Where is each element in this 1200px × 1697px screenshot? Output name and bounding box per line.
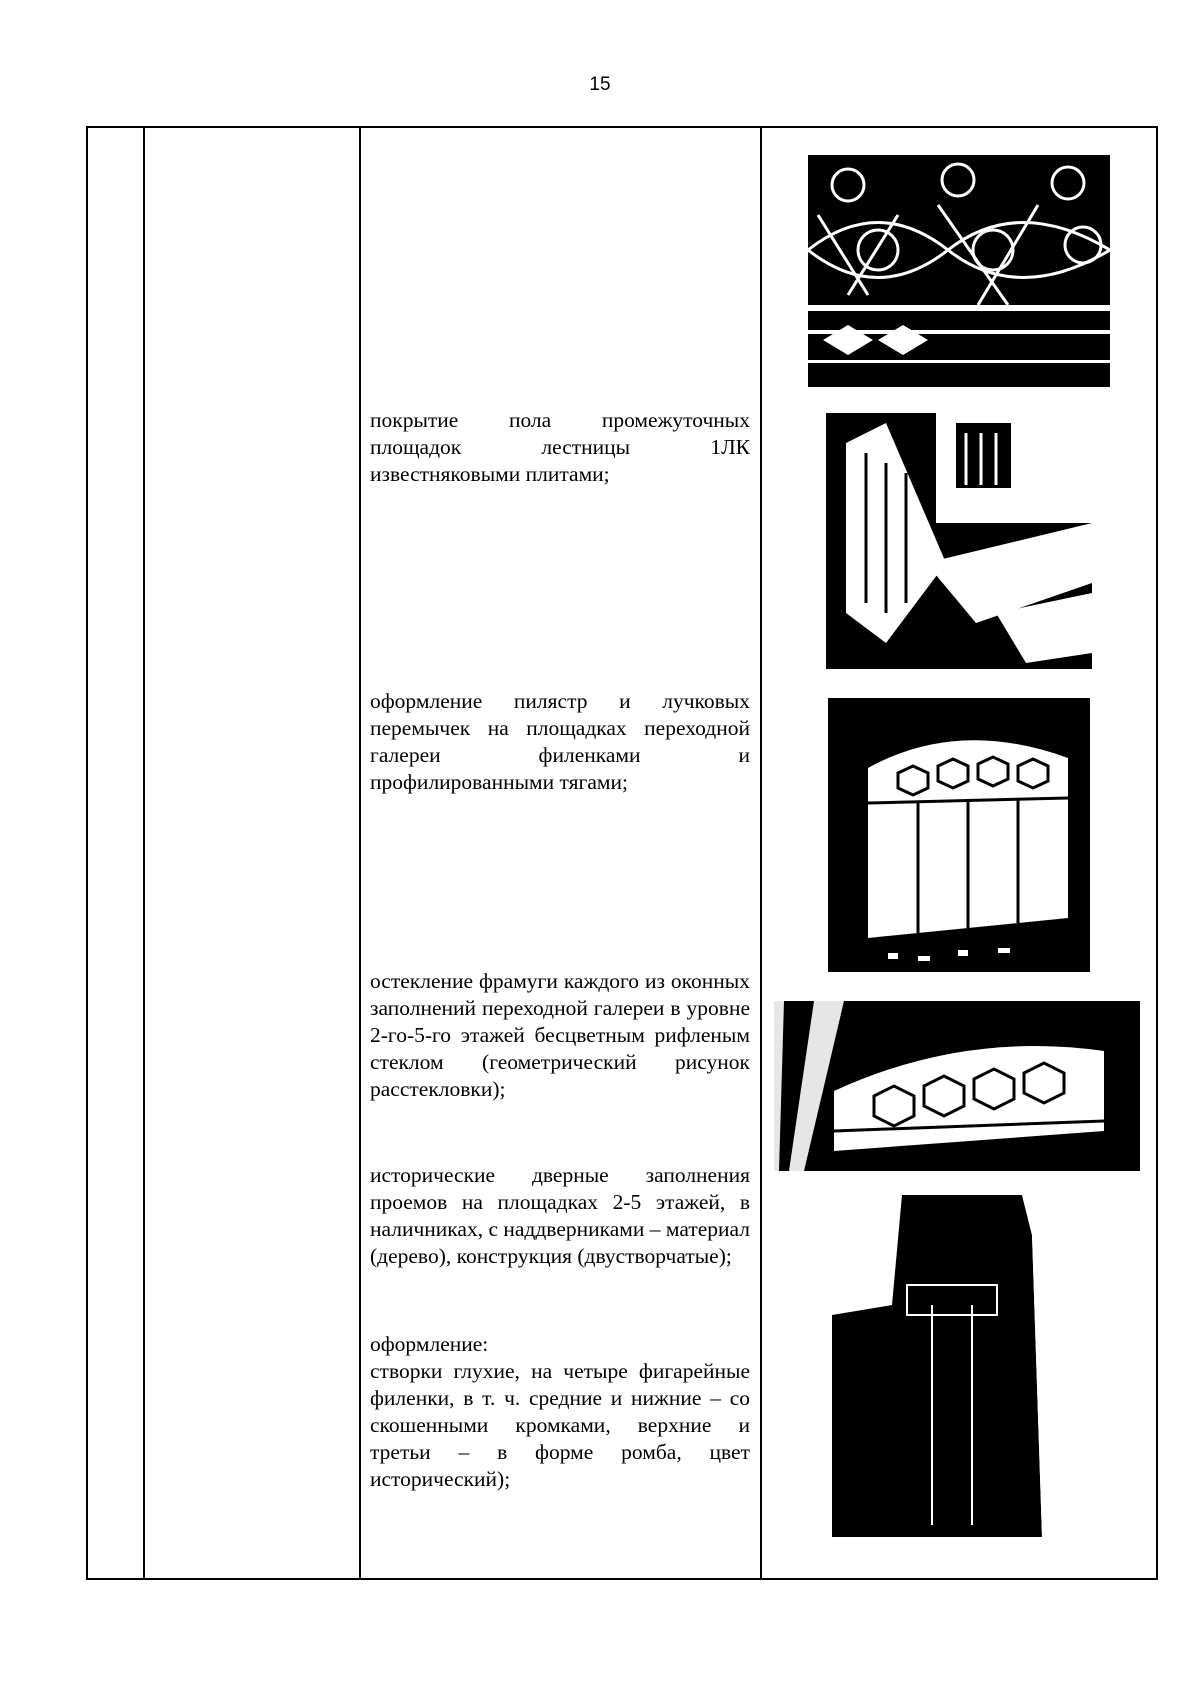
historic-door-photo [832,1195,1092,1537]
entry-transom-glazing [370,968,750,1103]
staircase-photo [826,413,1092,669]
page-number: 15 [589,74,611,95]
column-divider-2 [359,128,361,1578]
entry-text: покрытие пола промежуточных площадок лестницы 1ЛК известняковыми плитами; [370,408,750,486]
gallery-window-photo [828,698,1090,972]
transom-glazing-photo [774,1001,1140,1171]
column-divider-1 [143,128,145,1578]
column-divider-3 [760,128,762,1578]
entry-door-decoration [370,1331,750,1493]
entry-floor-covering [370,407,750,488]
entry-text: оформление пилястр и лучковых перемычек на площадках переходной галереи филенками и профилированными тягами; [370,689,750,794]
entry-heading: оформление: [370,1332,489,1356]
entry-text: исторические дверные заполнения проемов на площадках 2-5 этажей, в наличниках, с наддверниками – материал (дерево), конструкция (двустворчатые); [370,1163,751,1268]
ornamental-frieze-photo [808,155,1110,387]
entry-pilasters [370,688,750,796]
entry-text: створки глухие, на четыре фигарейные филенки, в т. ч. средние и нижние – со скошенными кромками, верхние и третьи – в форме ромба, цвет исторический); [370,1359,750,1491]
entry-doors [370,1162,750,1270]
entry-text: остекление фрамуги каждого из оконных заполнений переходной галереи в уровне 2-го-5-го этажей бесцветным рифленым стеклом (геометрический рисунок расстекловки); [370,969,750,1101]
